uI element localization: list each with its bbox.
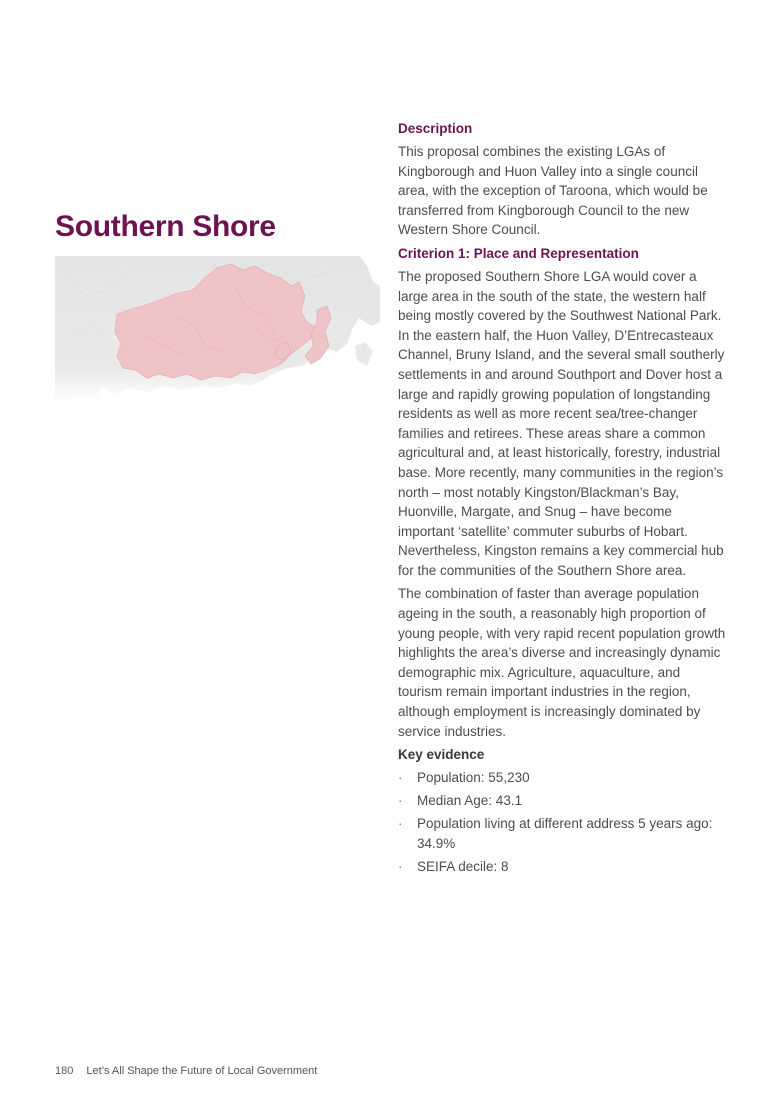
publication-title: Let’s All Shape the Future of Local Government bbox=[86, 1065, 318, 1077]
key-evidence-list bbox=[398, 768, 728, 876]
page-footer bbox=[55, 1065, 317, 1077]
list-item: · SEIFA decile: 8 bbox=[398, 857, 728, 877]
region-map bbox=[55, 256, 380, 406]
criterion-paragraph-1: The proposed Southern Shore LGA would cover a large area in the south of the state, the western half being mostly covered by the Southwest National Park. In the eastern half, the Huon Valley, D’Entrecasteaux Channel, Bruny Island, and the several small southerly settlements in and around Southport and Dover host a large and rapidly growing population of longstanding residents as well as more recent sea/tree-changer families and retirees. These areas share a common agricultural and, at least historically, forestry, industrial base. More recently, many communities in the region’s north – most notably Kingston/Blackman’s Bay, Huonville, Margate, and Snug – have become important ‘satellite’ commuter suburbs of Hobart. Nevertheless, Kingston remains a key commercial hub for the communities of the Southern Shore area. bbox=[398, 268, 725, 578]
description-text: This proposal combines the existing LGAs of Kingborough and Huon Valley into a single council area, with the exception of Taroona, which would be transferred from Kingborough Council to the new Western Shore Council. bbox=[398, 144, 708, 238]
criterion-paragraph-2: The combination of faster than average population ageing in the south, a reasonably high proportion of young people, with very rapid recent population growth highlights the area’s diverse and increasingly dynamic demographic mix. Agriculture, aquaculture, and tourism remain important industries in the region, although employment is increasingly dominated by service industries. bbox=[398, 586, 726, 739]
page-title: Southern Shore bbox=[55, 210, 276, 243]
list-item: · Population: 55,230 bbox=[398, 768, 728, 788]
description-heading: Description bbox=[398, 121, 473, 136]
content-column bbox=[398, 119, 728, 880]
list-item: · Median Age: 43.1 bbox=[398, 791, 728, 811]
page-number: 180 bbox=[55, 1065, 74, 1077]
key-evidence-heading: Key evidence bbox=[398, 747, 485, 763]
criterion-heading: Criterion 1: Place and Representation bbox=[398, 245, 639, 261]
list-item: · Population living at different address 5 years ago: 34.9% bbox=[398, 814, 728, 853]
